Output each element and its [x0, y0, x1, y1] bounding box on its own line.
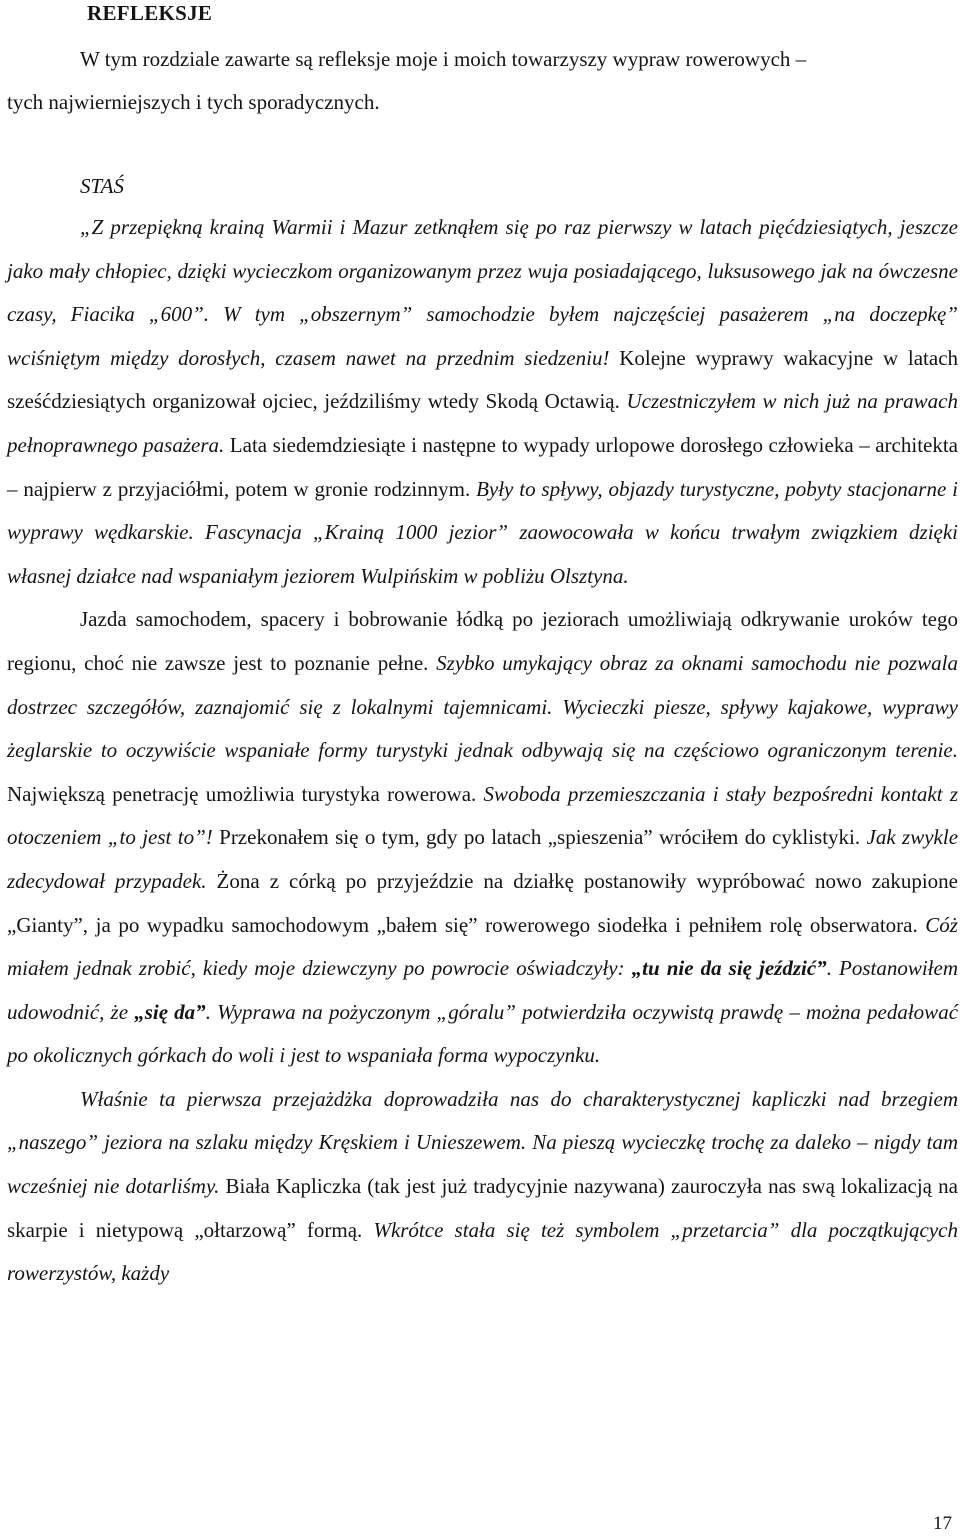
p1-sentence-d: Uczestniczyłem w nich już na prawach pełnoprawnego pasażera. — [7, 389, 958, 457]
p3-sentence-d: Wkrótce stała się też symbolem „przetarcia” dla początkujących rowerzystów, każdy — [7, 1217, 958, 1286]
p2-sentence-f: Przekonałem się o tym, gdy po latach „spieszenia” wróciłem do cyklistyki. — [212, 825, 861, 850]
intro-paragraph — [7, 38, 958, 124]
intro-line-2: tych najwierniejszych i tych sporadycznych. — [7, 90, 380, 114]
p2-sentence-b: Szybko umykający obraz za oknami samochodu nie pozwala dostrzec szczegółów, zaznajomić się z lokalnymi tajemnicami. — [7, 650, 958, 719]
section-author: STAŚ — [80, 174, 124, 198]
p3-sentence-b: Na pieszą wycieczkę trochę za daleko – nigdy tam wcześniej nie dotarliśmy. — [7, 1130, 958, 1199]
p3-sentence-c: Biała Kapliczka (tak jest już tradycyjnie nazywana) zauroczyła nas swą lokalizacją na skarpie i nietypową „ołtarzową” formą. — [7, 1174, 958, 1242]
p3-sentence-a: Właśnie ta pierwsza przejażdżka doprowadziła nas do charakterystycznej kapliczki nad brzegiem „naszego” jeziora na szlaku między Kręskiem i Unieszewem. — [7, 1086, 958, 1155]
p2-sentence-h: Żona z córką po przyjeździe na działkę postanowiły wypróbować nowo zakupione „Gianty”, ja po wypadku samochodowym „bałem się” rowerowego siodełka i pełniłem rolę obserwatora. — [7, 868, 958, 937]
paragraph-1 — [7, 206, 958, 598]
p1-sentence-b: W tym „obszernym” samochodzie byłem najczęściej pasażerem „na doczepkę” wciśniętym między dorosłych, czasem nawet na przednim siedzeniu! — [7, 302, 958, 370]
p1-sentence-a: „Z przepiękną krainą Warmii i Mazur zetknąłem się po raz pierwszy w latach pięćdziesiątych, jeszcze jako mały chłopiec, dzięki wycieczkom organizowanym przez wuja posiadającego, luksusowego jak na ówczesne czasy, Fiacika „600”. — [7, 215, 958, 327]
chapter-heading: REFLEKSJE — [87, 1, 213, 25]
p2-sentence-c: Wycieczki piesze, spływy kajakowe, wyprawy żeglarskie to oczywiście wspaniałe formy turystyki jednak odbywają się na częściowo ograniczonym terenie. — [7, 694, 959, 763]
p2-emphasis-2: „się da” — [134, 999, 206, 1024]
p2-sentence-k: . Wyprawa na pożyczonym „góralu” potwierdziła oczywistą prawdę – można pedałować po okolicznych górkach do woli i jest to wspaniała forma wypoczynku. — [7, 999, 959, 1068]
paragraph-3 — [7, 1078, 958, 1296]
p1-sentence-f: Były to spływy, objazdy turystyczne, pobyty stacjonarne i wyprawy wędkarskie. — [7, 476, 958, 545]
p2-sentence-g: Jak zwykle zdecydował przypadek. — [7, 825, 959, 893]
p2-sentence-e: Swoboda przemieszczania i stały bezpośredni kontakt z otoczeniem „to jest to”! — [7, 781, 959, 850]
paragraph-2 — [7, 598, 958, 1078]
p2-sentence-i: Cóż miałem jednak zrobić, kiedy moje dziewczyny po powrocie oświadczyły: — [7, 912, 958, 981]
intro-line-1: W tym rozdziale zawarte są refleksje moje i moich towarzyszy wypraw rowerowych – — [80, 47, 807, 71]
p1-sentence-c: Kolejne wyprawy wakacyjne w latach sześćdziesiątych organizował ojciec, jeździliśmy wtedy Skodą Octawią. — [7, 345, 959, 414]
page-number: 17 — [933, 1513, 952, 1534]
body-text — [7, 206, 958, 1296]
p2-sentence-a: Jazda samochodem, spacery i bobrowanie łódką po jeziorach umożliwiają odkrywanie uroków tego regionu, choć nie zawsze jest to poznanie pełne. — [7, 607, 958, 675]
p1-sentence-g: Fascynacja „Krainą 1000 jezior” zaowocowała w końcu trwałym związkiem dzięki własnej działce nad wspaniałym jeziorem Wulpińskim w pobliżu Olsztyna. — [7, 520, 959, 588]
p1-sentence-e: Lata siedemdziesiąte i następne to wypady urlopowe dorosłego człowieka – architekta – najpierw z przyjaciółmi, potem w gronie rodzinnym. — [7, 432, 958, 501]
p2-sentence-j: . Postanowiłem udowodnić, że — [7, 956, 958, 1024]
p2-emphasis-1: „tu nie da się jeździć” — [631, 956, 827, 981]
p2-sentence-d: Największą penetrację umożliwia turystyka rowerowa. — [7, 781, 477, 806]
